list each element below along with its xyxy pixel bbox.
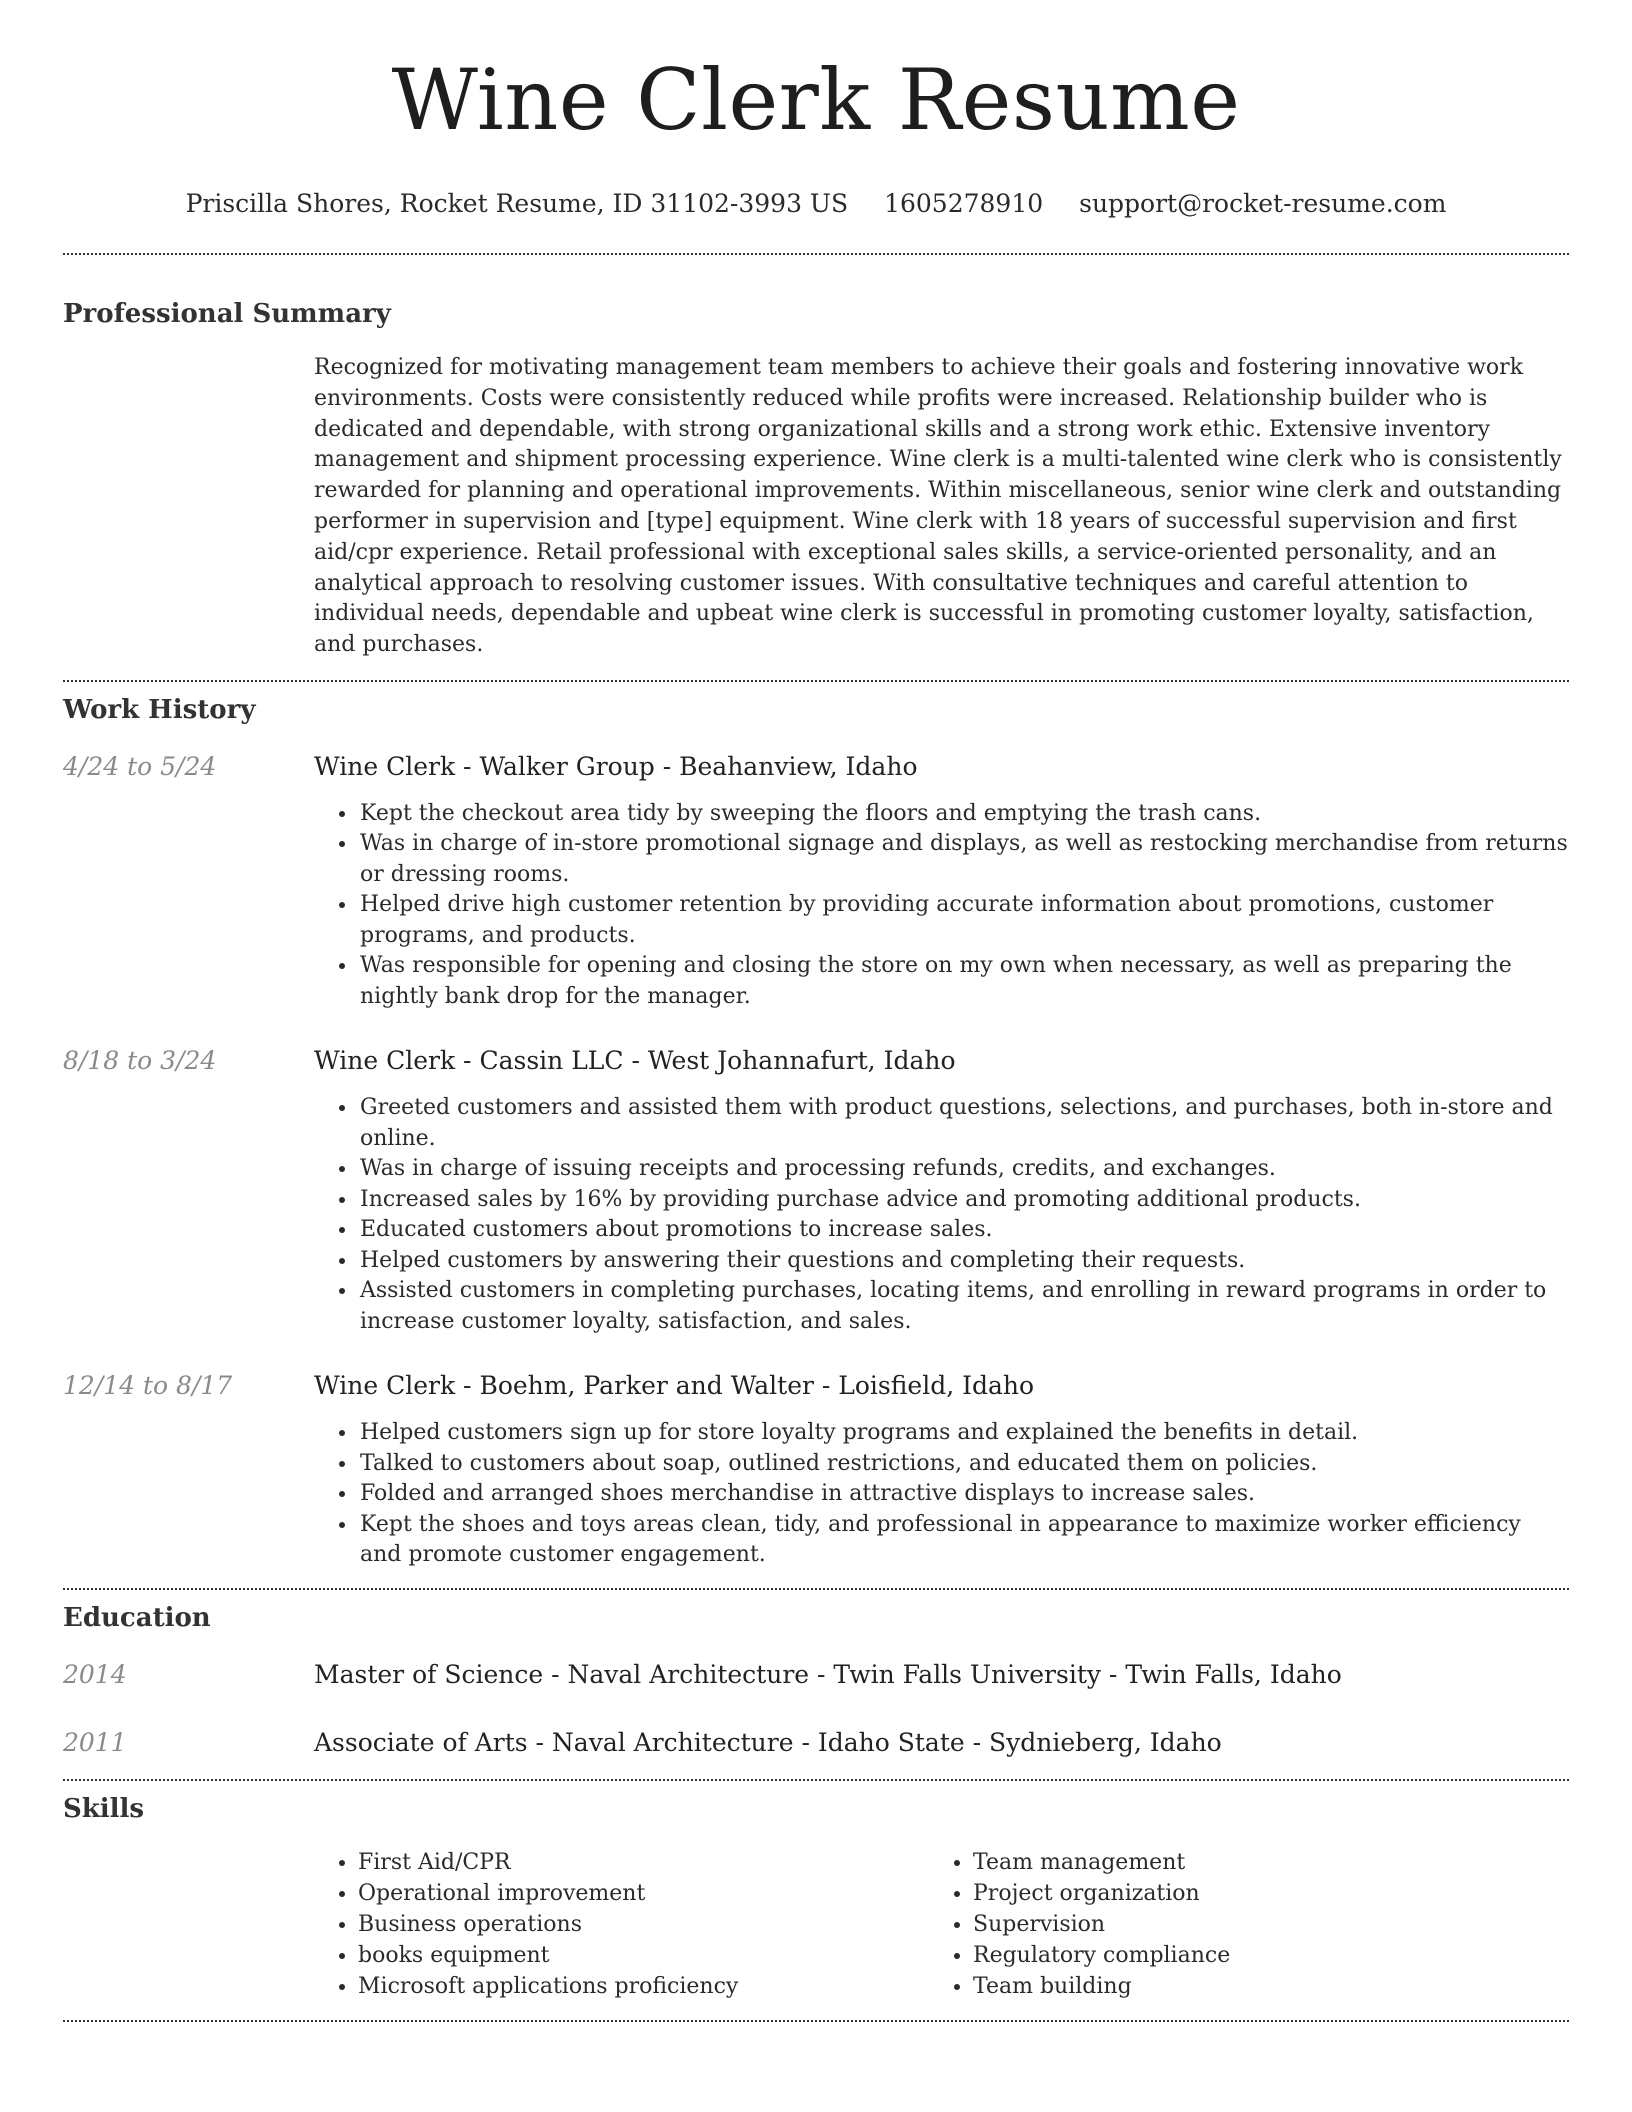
education-entry — [63, 1659, 1569, 1691]
job-bullet: • Greeted customers and assisted them with product questions, selections, and purchases, both in-store and online. — [358, 1093, 1569, 1154]
skills-list — [314, 1847, 1569, 2002]
job-bullet: • Was in charge of issuing receipts and processing refunds, credits, and exchanges. — [358, 1154, 1569, 1185]
skill-item: • First Aid/CPR — [358, 1847, 929, 1878]
job-title: Wine Clerk - Walker Group - Beahanview, Idaho — [314, 751, 918, 781]
job-bullets — [63, 1418, 1569, 1571]
skills-column-right — [929, 1847, 1513, 2002]
skill-item: • books equipment — [358, 1940, 929, 1971]
divider — [63, 1779, 1569, 1781]
job-bullet: • Was responsible for opening and closing the store on my own when necessary, as well as preparing the nightly bank drop for the manager. — [358, 951, 1569, 1012]
skill-item: • Operational improvement — [358, 1878, 929, 1909]
job-bullet: • Educated customers about promotions to increase sales. — [358, 1215, 1569, 1246]
contact-line — [63, 188, 1569, 220]
job-bullet: • Helped customers sign up for store loyalty programs and explained the benefits in detail. — [358, 1418, 1569, 1449]
skill-item: • Business operations — [358, 1909, 929, 1940]
skills-heading: Skills — [63, 1793, 145, 1824]
job-bullet: • Was in charge of in-store promotional signage and displays, as well as restocking merchandise from returns or dressing rooms. — [358, 829, 1569, 890]
job-bullet: • Talked to customers about soap, outlined restrictions, and educated them on policies. — [358, 1449, 1569, 1480]
job-bullets — [63, 799, 1569, 1013]
job-bullet: • Kept the checkout area tidy by sweeping the floors and emptying the trash cans. — [358, 799, 1569, 830]
skill-item: • Microsoft applications proficiency — [358, 1971, 929, 2002]
skill-item: • Supervision — [973, 1909, 1513, 1940]
job-bullet: • Assisted customers in completing purchases, locating items, and enrolling in reward programs in order to increase customer loyalty, satisfaction, and sales. — [358, 1276, 1569, 1337]
job-title: Wine Clerk - Cassin LLC - West Johannafurt, Idaho — [314, 1046, 956, 1076]
job-bullets — [63, 1093, 1569, 1337]
work-history-heading: Work History — [63, 694, 256, 725]
divider — [63, 1588, 1569, 1590]
skill-item: • Project organization — [973, 1878, 1513, 1909]
education-heading: Education — [63, 1602, 211, 1633]
job-entry — [63, 1045, 1569, 1337]
job-dates: 12/14 to 8/17 — [63, 1371, 233, 1401]
job-bullet: • Helped drive high customer retention by providing accurate information about promotions, customer programs, and products. — [358, 890, 1569, 951]
skill-item: • Regulatory compliance — [973, 1940, 1513, 1971]
job-entry — [63, 751, 1569, 1013]
education-year: 2014 — [63, 1659, 127, 1689]
skill-item: • Team building — [973, 1971, 1513, 2002]
summary-heading: Professional Summary — [63, 299, 391, 329]
job-bullet: • Increased sales by 16% by providing purchase advice and promoting additional products. — [358, 1185, 1569, 1216]
divider — [63, 680, 1569, 682]
education-entry — [63, 1727, 1569, 1759]
job-bullet: • Helped customers by answering their questions and completing their requests. — [358, 1246, 1569, 1277]
resume-title: Wine Clerk Resume — [391, 51, 1241, 149]
job-bullet: • Kept the shoes and toys areas clean, tidy, and professional in appearance to maximize worker efficiency and promote customer engagement. — [358, 1510, 1569, 1571]
summary-text: Recognized for motivating management team members to achieve their goals and fostering innovative work environments. Costs were consistently reduced while profits were increased. Relationship builder who is dedicated and dependable, with strong organizational skills and a strong work ethic. Extensive inventory management and shipment processing experience. Wine clerk is a multi-talented wine clerk who is consistently rewarded for planning and operational improvements. Within miscellaneous, senior wine clerk and outstanding performer in supervision and [type] equipment. Wine clerk with 18 years of successful supervision and first aid/cpr experience. Retail professional with exceptional sales skills, a service-oriented personality, and an analytical approach to resolving customer issues. With consultative techniques and careful attention to individual needs, dependable and upbeat wine clerk is successful in promoting customer loyalty, satisfaction, and purchases. — [314, 355, 1562, 658]
job-dates: 8/18 to 3/24 — [63, 1046, 217, 1076]
education-title: Master of Science - Naval Architecture - Twin Falls University - Twin Falls, Idaho — [314, 1659, 1342, 1689]
job-entry — [63, 1370, 1569, 1571]
skills-column-left — [314, 1847, 929, 2002]
divider — [63, 2020, 1569, 2022]
job-title: Wine Clerk - Boehm, Parker and Walter - Loisfield, Idaho — [314, 1371, 1035, 1401]
job-bullet: • Folded and arranged shoes merchandise in attractive displays to increase sales. — [358, 1479, 1569, 1510]
education-year: 2011 — [63, 1727, 127, 1757]
divider — [63, 253, 1569, 255]
contact-address: Priscilla Shores, Rocket Resume, ID 31102-3993 US — [185, 189, 849, 218]
skill-item: • Team management — [973, 1847, 1513, 1878]
education-title: Associate of Arts - Naval Architecture - Idaho State - Sydnieberg, Idaho — [314, 1727, 1222, 1757]
job-dates: 4/24 to 5/24 — [63, 751, 217, 781]
contact-email: support@rocket-resume.com — [1079, 189, 1447, 218]
contact-phone: 1605278910 — [884, 189, 1044, 218]
